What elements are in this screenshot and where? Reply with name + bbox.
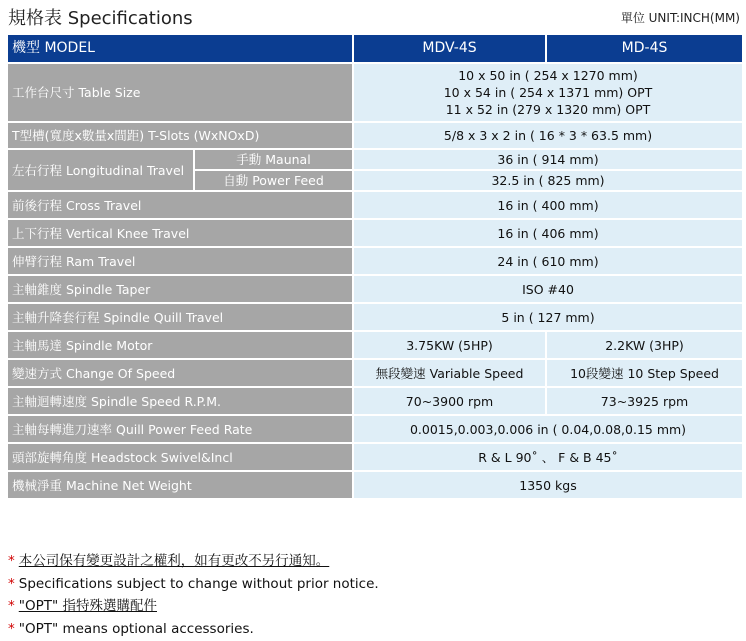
table-row: [7, 387, 743, 415]
footnote-text: "OPT" 指特殊選購配件: [18, 598, 157, 614]
asterisk: *: [8, 575, 15, 592]
manual-label: 手動 Maunal: [194, 149, 353, 170]
table-row: [7, 191, 743, 219]
table-row: [7, 415, 743, 443]
quill-travel-value: 5 in ( 127 mm): [353, 303, 743, 331]
specifications-table: [6, 33, 744, 500]
table-row: [7, 443, 743, 471]
table-header-row: [7, 34, 743, 63]
page-title: 規格表 Specifications: [8, 8, 193, 29]
quill-travel-label: 主軸升降套行程 Spindle Quill Travel: [7, 303, 353, 331]
table-row: [7, 63, 743, 122]
net-weight-value: 1350 kgs: [353, 471, 743, 499]
footnote: [8, 550, 379, 573]
headstock-swivel-value: R & L 90˚ 、 F & B 45˚: [353, 443, 743, 471]
model-md-4s: MD-4S: [546, 34, 743, 63]
spindle-motor-label: 主軸馬達 Spindle Motor: [7, 331, 353, 359]
unit-label: 單位 UNIT:INCH(MM): [620, 11, 740, 25]
footnote-text: 本公司保有變更設計之權利，如有更改不另行通知。: [18, 553, 330, 569]
asterisk: *: [8, 598, 15, 614]
footnotes: [8, 550, 379, 640]
power-feed-label: 自動 Power Feed: [194, 170, 353, 191]
model-label: 機型 MODEL: [7, 34, 353, 63]
headstock-swivel-label: 頭部旋轉角度 Headstock Swivel&Incl: [7, 443, 353, 471]
change-speed-value-md: 10段變速 10 Step Speed: [546, 359, 743, 387]
knee-travel-label: 上下行程 Vertical Knee Travel: [7, 219, 353, 247]
change-speed-value-mdv: 無段變速 Variable Speed: [353, 359, 546, 387]
footnote: [8, 595, 379, 618]
table-row: [7, 331, 743, 359]
table-row: [7, 149, 743, 170]
change-speed-label: 變速方式 Change Of Speed: [7, 359, 353, 387]
quill-feed-label: 主軸每轉進刀速率 Quill Power Feed Rate: [7, 415, 353, 443]
spindle-taper-label: 主軸錐度 Spindle Taper: [7, 275, 353, 303]
t-slots-value: 5/8 x 3 x 2 in ( 16 * 3 * 63.5 mm): [353, 122, 743, 149]
table-size-line: 10 x 50 in ( 254 x 1270 mm): [458, 68, 638, 83]
power-feed-value: 32.5 in ( 825 mm): [353, 170, 743, 191]
asterisk: *: [8, 553, 15, 569]
spindle-taper-value: ISO #40: [353, 275, 743, 303]
quill-feed-value: 0.0015,0.003,0.006 in ( 0.04,0.08,0.15 mm): [353, 415, 743, 443]
table-size-line: 10 x 54 in ( 254 x 1371 mm) OPT: [443, 85, 653, 100]
table-row: [7, 471, 743, 499]
net-weight-label: 機械淨重 Machine Net Weight: [7, 471, 353, 499]
t-slots-label: T型槽(寬度x數量x間距) T-Slots (WxNOxD): [7, 122, 353, 149]
spindle-motor-value-md: 2.2KW (3HP): [546, 331, 743, 359]
knee-travel-value: 16 in ( 406 mm): [353, 219, 743, 247]
table-row: [7, 359, 743, 387]
footnote: [8, 618, 379, 641]
table-size-label: 工作台尺寸 Table Size: [7, 63, 353, 122]
model-mdv-4s: MDV-4S: [353, 34, 546, 63]
spindle-rpm-value-md: 73~3925 rpm: [546, 387, 743, 415]
ram-travel-label: 伸臂行程 Ram Travel: [7, 247, 353, 275]
spindle-rpm-label: 主軸迴轉速度 Spindle Speed R.P.M.: [7, 387, 353, 415]
cross-travel-value: 16 in ( 400 mm): [353, 191, 743, 219]
table-row: [7, 303, 743, 331]
manual-value: 36 in ( 914 mm): [353, 149, 743, 170]
spindle-motor-value-mdv: 3.75KW (5HP): [353, 331, 546, 359]
ram-travel-value: 24 in ( 610 mm): [353, 247, 743, 275]
footnote-text: Specifications subject to change without prior notice.: [18, 575, 379, 592]
table-size-line: 11 x 52 in (279 x 1320 mm) OPT: [445, 102, 651, 117]
asterisk: *: [8, 620, 15, 637]
table-row: [7, 122, 743, 149]
table-size-value: [353, 63, 743, 122]
table-row: [7, 275, 743, 303]
table-row: [7, 247, 743, 275]
longitudinal-label: 左右行程 Longitudinal Travel: [7, 149, 194, 191]
cross-travel-label: 前後行程 Cross Travel: [7, 191, 353, 219]
spindle-rpm-value-mdv: 70~3900 rpm: [353, 387, 546, 415]
footnote-text: "OPT" means optional accessories.: [18, 620, 254, 637]
footnote: [8, 573, 379, 596]
table-row: [7, 219, 743, 247]
